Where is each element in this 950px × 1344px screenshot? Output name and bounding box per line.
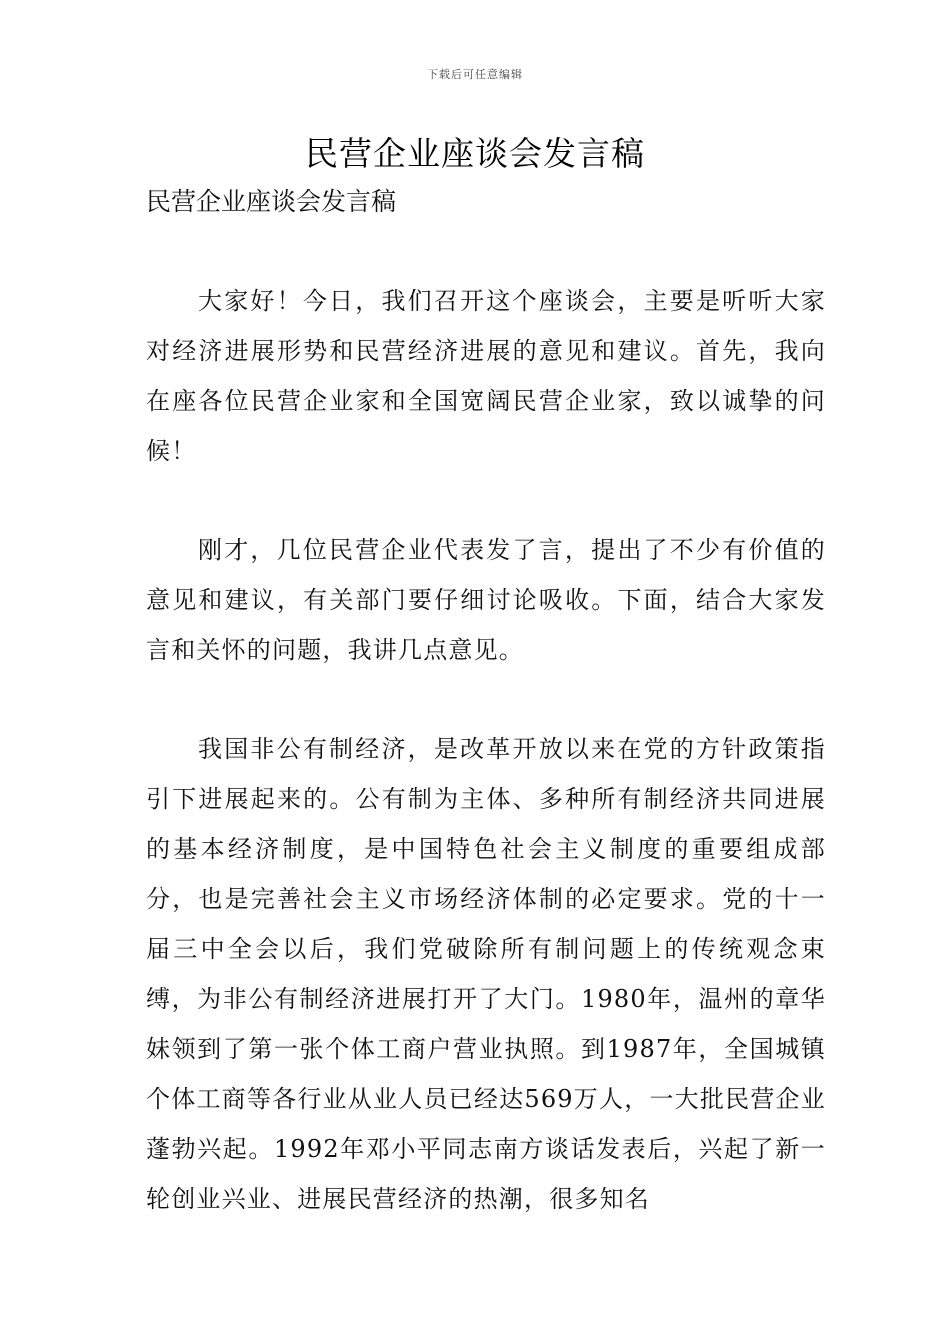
document-title: 民营企业座谈会发言稿 xyxy=(305,134,645,173)
paragraph: 我国非公有制经济，是改革开放以来在党的方针政策指引下进展起来的。公有制为主体、多种所有制经济共同进展的基本经济制度，是中国特色社会主义制度的重要组成部分，也是完善社会主义市场经济体制的必定要求。党的十一届三中全会以后，我们党破除所有制问题上的传统观念束缚，为非公有制经济进展打开了大门。1980年，温州的章华妹领到了第一张个体工商户营业执照。到1987年，全国城镇个体工商等各行业从业人员已经达569万人，一大批民营企业蓬勃兴起。1992年邓小平同志南方谈话发表后，兴起了新一轮创业兴业、进展民营经济的热潮，很多知名 xyxy=(146,735,826,1213)
paragraph: 刚才，几位民营企业代表发了言，提出了不少有价值的意见和建议，有关部门要仔细讨论吸收。下面，结合大家发言和关怀的问题，我讲几点意见。 xyxy=(146,536,826,664)
paragraph: 大家好！今日，我们召开这个座谈会，主要是听听大家对经济进展形势和民营经济进展的意见和建议。首先，我向在座各位民营企业家和全国宽阔民营企业家，致以诚挚的问候！ xyxy=(146,287,826,465)
header-note: 下载后可任意编辑 xyxy=(427,68,523,81)
document-subtitle: 民营企业座谈会发言稿 xyxy=(146,187,397,216)
